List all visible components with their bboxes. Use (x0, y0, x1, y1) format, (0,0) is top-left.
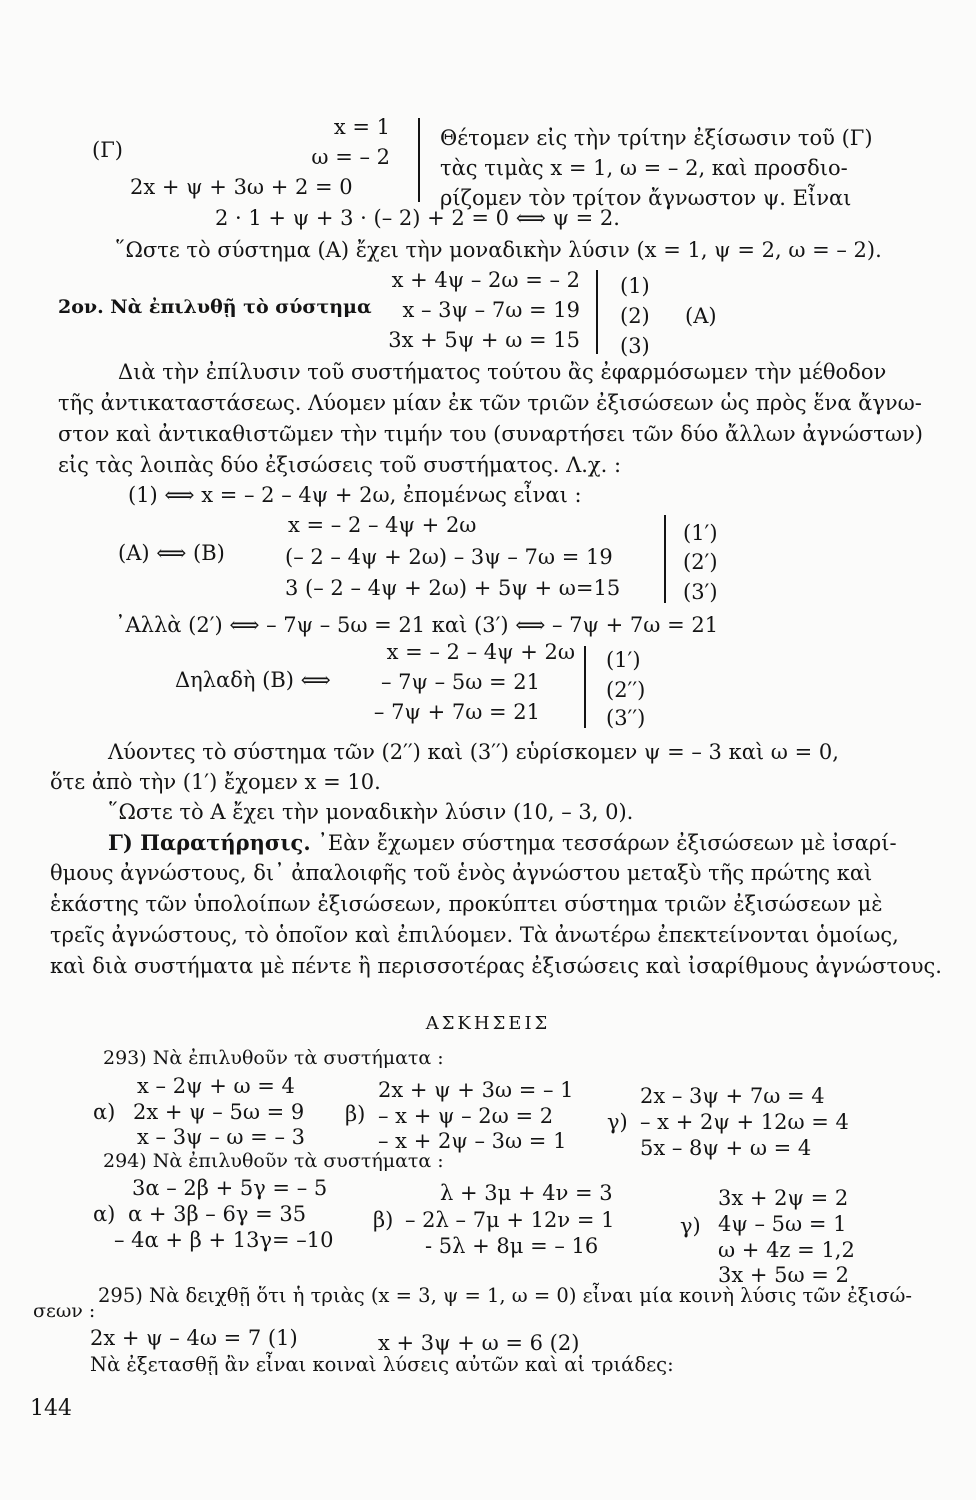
ex294-a-label: α) (93, 1202, 116, 1226)
example2-sys-label: (Α) (685, 304, 717, 328)
system-c-eq2: – 7ψ – 5ω = 21 (380, 670, 540, 694)
example2-title: 2ον. Νὰ ἐπιλυθῇ τὸ σύστημα (58, 296, 372, 318)
ex294-c-eq3: ω + 4z = 1,2 (718, 1238, 855, 1262)
example2-solve-1: Λύοντες τὸ σύστημα τῶν (2′′) καὶ (3′′) εὑρίσκομεν ψ = – 3 καὶ ω = 0, (108, 740, 839, 764)
ex294-a-eq2: α + 3β – 6γ = 35 (128, 1202, 307, 1226)
ex293-c-eq2: – x + 2ψ + 12ω = 4 (640, 1110, 849, 1134)
ex294-c-eq2: 4ψ – 5ω = 1 (718, 1212, 847, 1236)
example2-eq1: x + 4ψ – 2ω = – 2 (391, 268, 580, 292)
ex294-b-eq3: - 5λ + 8μ = – 16 (425, 1234, 599, 1258)
system-g-label: (Γ) (92, 138, 123, 162)
system-g-brace (418, 118, 420, 202)
system-b-num3: (3′) (683, 580, 718, 604)
system-c-brace (584, 646, 586, 728)
remark-title: Γ) Παρατήρησις. (108, 830, 311, 855)
example2-para-4: εἰς τὰς λοιπὰς δύο ἐξισώσεις τοῦ συστήματος. Λ.χ. : (58, 453, 622, 477)
ex293-a-eq2: 2x + ψ – 5ω = 9 (133, 1100, 305, 1124)
ex294-b-eq2: – 2λ – 7μ + 12ν = 1 (405, 1208, 615, 1232)
example2-eq2: x – 3ψ – 7ω = 19 (402, 298, 580, 322)
page-number: 144 (30, 1396, 72, 1421)
ex295-line3: Νὰ ἐξετασθῇ ἂν εἶναι κοιναὶ λύσεις αὐτῶν καὶ αἱ τριάδες: (90, 1353, 674, 1376)
system-c-num1: (1′) (606, 648, 641, 672)
ex295-eq2: x + 3ψ + ω = 6 (2) (378, 1331, 580, 1355)
ex293-a-label: α) (93, 1100, 116, 1124)
system-g-conclusion: ῞Ωστε τὸ σύστημα (Α) ἔχει τὴν μοναδικὴν λύσιν (x = 1, ψ = 2, ω = – 2). (115, 238, 882, 262)
ex293-a-eq3: x – 3ψ – ω = – 3 (137, 1125, 305, 1149)
example2-para-2: τῆς ἀντικαταστάσεως. Λύομεν μίαν ἐκ τῶν τριῶν ἐξισώσεων ὡς πρὸς ἕνα ἄγνω- (58, 391, 922, 415)
ex293-b-eq1: 2x + ψ + 3ω = – 1 (378, 1078, 574, 1102)
system-c-eq3: – 7ψ + 7ω = 21 (373, 700, 540, 724)
ex294-a-eq1: 3α – 2β + 5γ = – 5 (132, 1176, 328, 1200)
remark-line-2: ἑκάστης τῶν ὑπολοίπων ἐξισώσεων, προκύπτει σύστημα τριῶν ἐξισώσεων μὲ (50, 892, 883, 916)
exercises-heading: ΑΣΚΗΣΕΙΣ (425, 1013, 551, 1034)
system-c-num2: (2′′) (606, 678, 646, 702)
ex294-label: 294) Νὰ ἐπιλυθοῦν τὰ συστήματα : (103, 1150, 444, 1172)
remark-line-4: καὶ διὰ συστήματα μὲ πέντε ἢ περισσοτέρας ἐξισώσεις καὶ ἰσαρίθμους ἀγνώστους. (50, 954, 942, 978)
example2-para-3: στον καὶ ἀντικαθιστῶμεν τὴν τιμήν του (συναρτήσει τῶν δύο ἄλλων ἀγνώστων) (58, 422, 923, 446)
remark-first-line (108, 832, 897, 854)
system-g-note-3: ρίζομεν τὸν τρίτον ἄγνωστον ψ. Εἶναι (440, 186, 852, 210)
example2-solve-3: ῞Ωστε τὸ Α ἔχει τὴν μοναδικὴν λύσιν (10, – 3, 0). (108, 800, 634, 824)
system-g-eq2: ω = – 2 (311, 145, 390, 169)
system-c-num3: (3′′) (606, 706, 646, 730)
example2-num1: (1) (620, 274, 650, 298)
ex295-line2: σεων : (33, 1300, 96, 1322)
ex293-label: 293) Νὰ ἐπιλυθοῦν τὰ συστήματα : (103, 1047, 444, 1069)
diladi-label: Δηλαδὴ (Β) ⟺ (175, 668, 331, 692)
ex293-b-eq2: – x + ψ – 2ω = 2 (378, 1104, 554, 1128)
system-c-eq1: x = – 2 – 4ψ + 2ω (386, 640, 575, 664)
ex293-a-eq1: x – 2ψ + ω = 4 (137, 1074, 295, 1098)
ex295-line1: 295) Νὰ δειχθῇ ὅτι ἡ τριὰς (x = 3, ψ = 1, ω = 0) εἶναι μία κοινὴ λύσις τῶν ἐξισώ- (98, 1284, 912, 1307)
ex294-b-label: β) (373, 1208, 394, 1232)
example2-num3: (3) (620, 334, 650, 358)
system-b-num1: (1′) (683, 521, 718, 545)
system-b-label: (Α) ⟺ (Β) (118, 541, 225, 565)
ex293-c-label: γ) (607, 1110, 628, 1134)
ex294-c-eq4: 3x + 5ω = 2 (718, 1263, 849, 1287)
remark-line-1: θμους ἀγνώστους, δι᾿ ἀπαλοιφῆς τοῦ ἑνὸς ἀγνώστου μεταξὺ τῆς πρώτης καὶ (50, 861, 873, 885)
ex293-c-eq1: 2x – 3ψ + 7ω = 4 (640, 1084, 825, 1108)
system-b-eq1: x = – 2 – 4ψ + 2ω (288, 513, 477, 537)
ex294-c-label: γ) (680, 1214, 701, 1238)
ex293-b-label: β) (345, 1102, 366, 1126)
example2-para-1: Διὰ τὴν ἐπίλυσιν τοῦ συστήματος τούτου ἂς ἐφαρμόσωμεν τὴν μέθοδον (118, 360, 887, 384)
system-g-note-1: Θέτομεν εἰς τὴν τρίτην ἐξίσωσιν τοῦ (Γ) (440, 126, 873, 150)
example2-step1: (1) ⟺ x = – 2 – 4ψ + 2ω, ἐπομένως εἶναι : (128, 483, 582, 507)
system-b-eq2: (– 2 – 4ψ + 2ω) – 3ψ – 7ω = 19 (285, 545, 613, 569)
system-g-calc: 2 · 1 + ψ + 3 · (– 2) + 2 = 0 ⟺ ψ = 2. (215, 206, 620, 230)
example2-alla: ᾿Αλλὰ (2′) ⟺ – 7ψ – 5ω = 21 καὶ (3′) ⟺ – 7ψ + 7ω = 21 (115, 613, 719, 637)
ex294-c-eq1: 3x + 2ψ = 2 (718, 1186, 849, 1210)
ex295-eq1: 2x + ψ – 4ω = 7 (1) (90, 1326, 298, 1350)
system-g-note-2: τὰς τιμὰς x = 1, ω = – 2, καὶ προσδιο- (440, 156, 848, 180)
ex293-c-eq3: 5x – 8ψ + ω = 4 (640, 1136, 812, 1160)
example2-brace (596, 270, 598, 354)
ex294-a-eq3: – 4α + β + 13γ= –10 (114, 1228, 334, 1252)
remark-line-3: τρεῖς ἀγνώστους, τὸ ὁποῖον καὶ ἐπιλύομεν. Τὰ ἀνωτέρω ἐπεκτείνονται ὁμοίως, (50, 923, 899, 947)
ex294-b-eq1: λ + 3μ + 4ν = 3 (440, 1181, 613, 1205)
ex293-b-eq3: – x + 2ψ – 3ω = 1 (378, 1129, 567, 1153)
system-g-eq1: x = 1 (333, 115, 390, 139)
remark-first: ᾿Εὰν ἔχωμεν σύστημα τεσσάρων ἐξισώσεων μὲ ἰσαρί- (310, 831, 897, 855)
example2-eq3: 3x + 5ψ + ω = 15 (388, 328, 580, 352)
system-b-brace (664, 515, 666, 603)
system-b-eq3: 3 (– 2 – 4ψ + 2ω) + 5ψ + ω=15 (285, 576, 621, 600)
example2-solve-2: ὅτε ἀπὸ τὴν (1′) ἔχομεν x = 10. (50, 770, 381, 794)
example2-num2: (2) (620, 304, 650, 328)
system-b-num2: (2′) (683, 550, 718, 574)
system-g-eq3: 2x + ψ + 3ω + 2 = 0 (130, 175, 353, 199)
